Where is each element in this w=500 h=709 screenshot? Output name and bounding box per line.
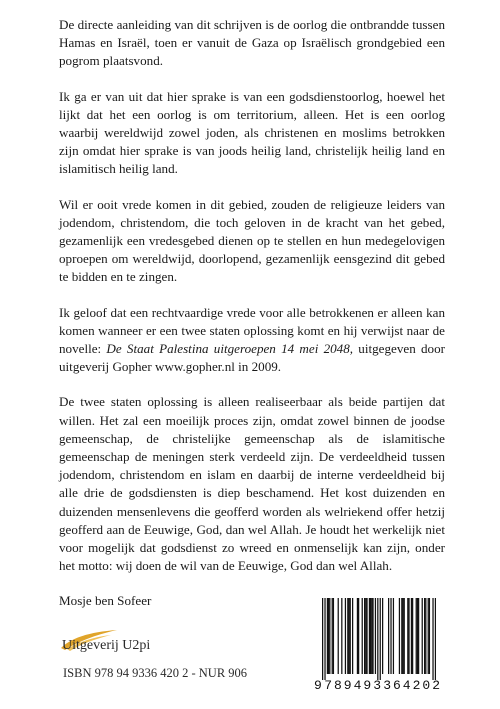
barcode-bar [369,598,370,674]
barcode-lead-digit: 9 [314,678,324,693]
barcode-bar [425,598,426,674]
barcode-bar [401,598,402,674]
barcode-bar [332,598,333,674]
barcode-bar [412,598,413,674]
barcode-bar [352,598,353,674]
barcode-digits [314,678,442,693]
barcode-bar [372,598,373,674]
paragraph-2: Ik ga er van uit dat hier sprake is van een godsdienstoorlog, hoewel het lijkt dat het een oorlog is om territorium, alleen. Het is een oorlog waarbij wereldwijd zowel joden, als christenen en moslims betrokken zijn omdat hier sprake is van joods heilig land, christelijk heilig land en islamitisch heilig land. [59,88,445,177]
barcode-bar [371,598,372,674]
barcode-bar [402,598,403,674]
barcode-bar [324,598,325,680]
barcode-bar [393,598,394,674]
barcode-bar [380,598,381,680]
paragraph-3: Wil er ooit vrede komen in dit gebied, zouden de religieuze leiders van jodendom, christendom, die toch geloven in de kracht van het gebed, gezamenlijk een vredesgebed dienen op te stellen en hun medegelovigen oproepen om wereldwijd, doorlopend, gezamenlijk eensgezind dit gebed te bidden en te zingen. [59,196,445,285]
paragraph-5: De twee staten oplossing is alleen realiseerbaar als beide partijen dat willen. Het zal een moeilijk proces zijn, omdat zowel binnen de joodse gemeenschap, de christelijke gemeenschap als de islamitische gemeenschap de meningen sterk verdeeld zijn. De verdeeldheid tussen jodendom, christendom en islam en daarbij de interne verdeeldheid bij alle drie de godsdiensten is diep beschamend. Het kost duizenden en duizenden mensenlevens die geofferd worden als welriekend offer hetzij geofferd aan de Eeuwige, God, dan wel Allah. Je houdt het werkelijk niet voor mogelijk dat godsdienst zo wreed en onmenselijk kan zijn, onder het motto: wij doen de wil van de Eeuwige, God dan wel Allah. [59,394,445,574]
barcode-bar [347,598,348,674]
blurb-text [59,16,445,628]
barcode-bar [341,598,342,674]
barcode-bars [322,598,436,680]
barcode-bar [417,598,418,674]
barcode-bar [388,598,389,674]
barcode-bar [424,598,425,674]
barcode-bar [404,598,405,674]
author-signature: Mosje ben Sofeer [59,593,152,609]
barcode-bar [408,598,409,674]
barcode-bar [364,598,365,674]
barcode-bar [362,598,363,674]
barcode-bar [390,598,391,674]
novel-title: De Staat Palestina uitgeroepen 14 mei 2048, [106,341,354,357]
isbn-barcode [314,596,442,702]
barcode-bar [333,598,334,674]
barcode-bar [338,598,339,674]
barcode-bar [370,598,371,674]
barcode-bar [375,598,376,674]
barcode-bar [329,598,330,674]
barcode-bar [327,598,328,674]
barcode-bar [428,598,429,674]
barcode-group-2: 364202 [383,678,442,693]
barcode-group-1: 789493 [324,678,383,693]
barcode-bar [350,598,351,674]
barcode-bar [366,598,367,674]
barcode-bar [365,598,366,674]
barcode-bar [416,598,417,674]
barcode-bar [348,598,349,674]
barcode-bar [399,598,400,674]
barcode-bar [328,598,329,674]
isbn-nur-line: ISBN 978 94 9336 420 2 - NUR 906 [63,666,248,680]
barcode-bar [322,598,323,680]
barcode-bar [429,598,430,674]
barcode-bar [411,598,412,674]
paragraph-1: De directe aanleiding van dit schrijven is de oorlog die ontbrandde tussen Hamas en Israël, toen er vanuit de Gaza op Israëlisch grondgebied een pogrom plaatsvond. [59,17,445,69]
paragraph-4-before: Ik geloof dat een rechtvaardige vrede voor alle betrokkenen er alleen kan komen wanneer er een twee staten oplossing komt en hij verwijst naar de novelle: [59,304,445,357]
barcode-bar [418,598,419,674]
barcode-bar [358,598,359,674]
barcode-bar [432,598,433,680]
barcode-bar [345,598,346,674]
barcode-bar [377,598,378,680]
barcode-bar [435,598,436,680]
barcode-bar [407,598,408,674]
publisher-name: Uitgeverij U2pi [62,638,151,653]
barcode-bar [422,598,423,674]
barcode-bar [382,598,383,674]
paragraph-4-after: uitgegeven door uitgeverij Gopher www.gopher.nl in 2009. [59,341,445,375]
barcode-bar [357,598,358,674]
paragraph-4 [59,304,445,377]
